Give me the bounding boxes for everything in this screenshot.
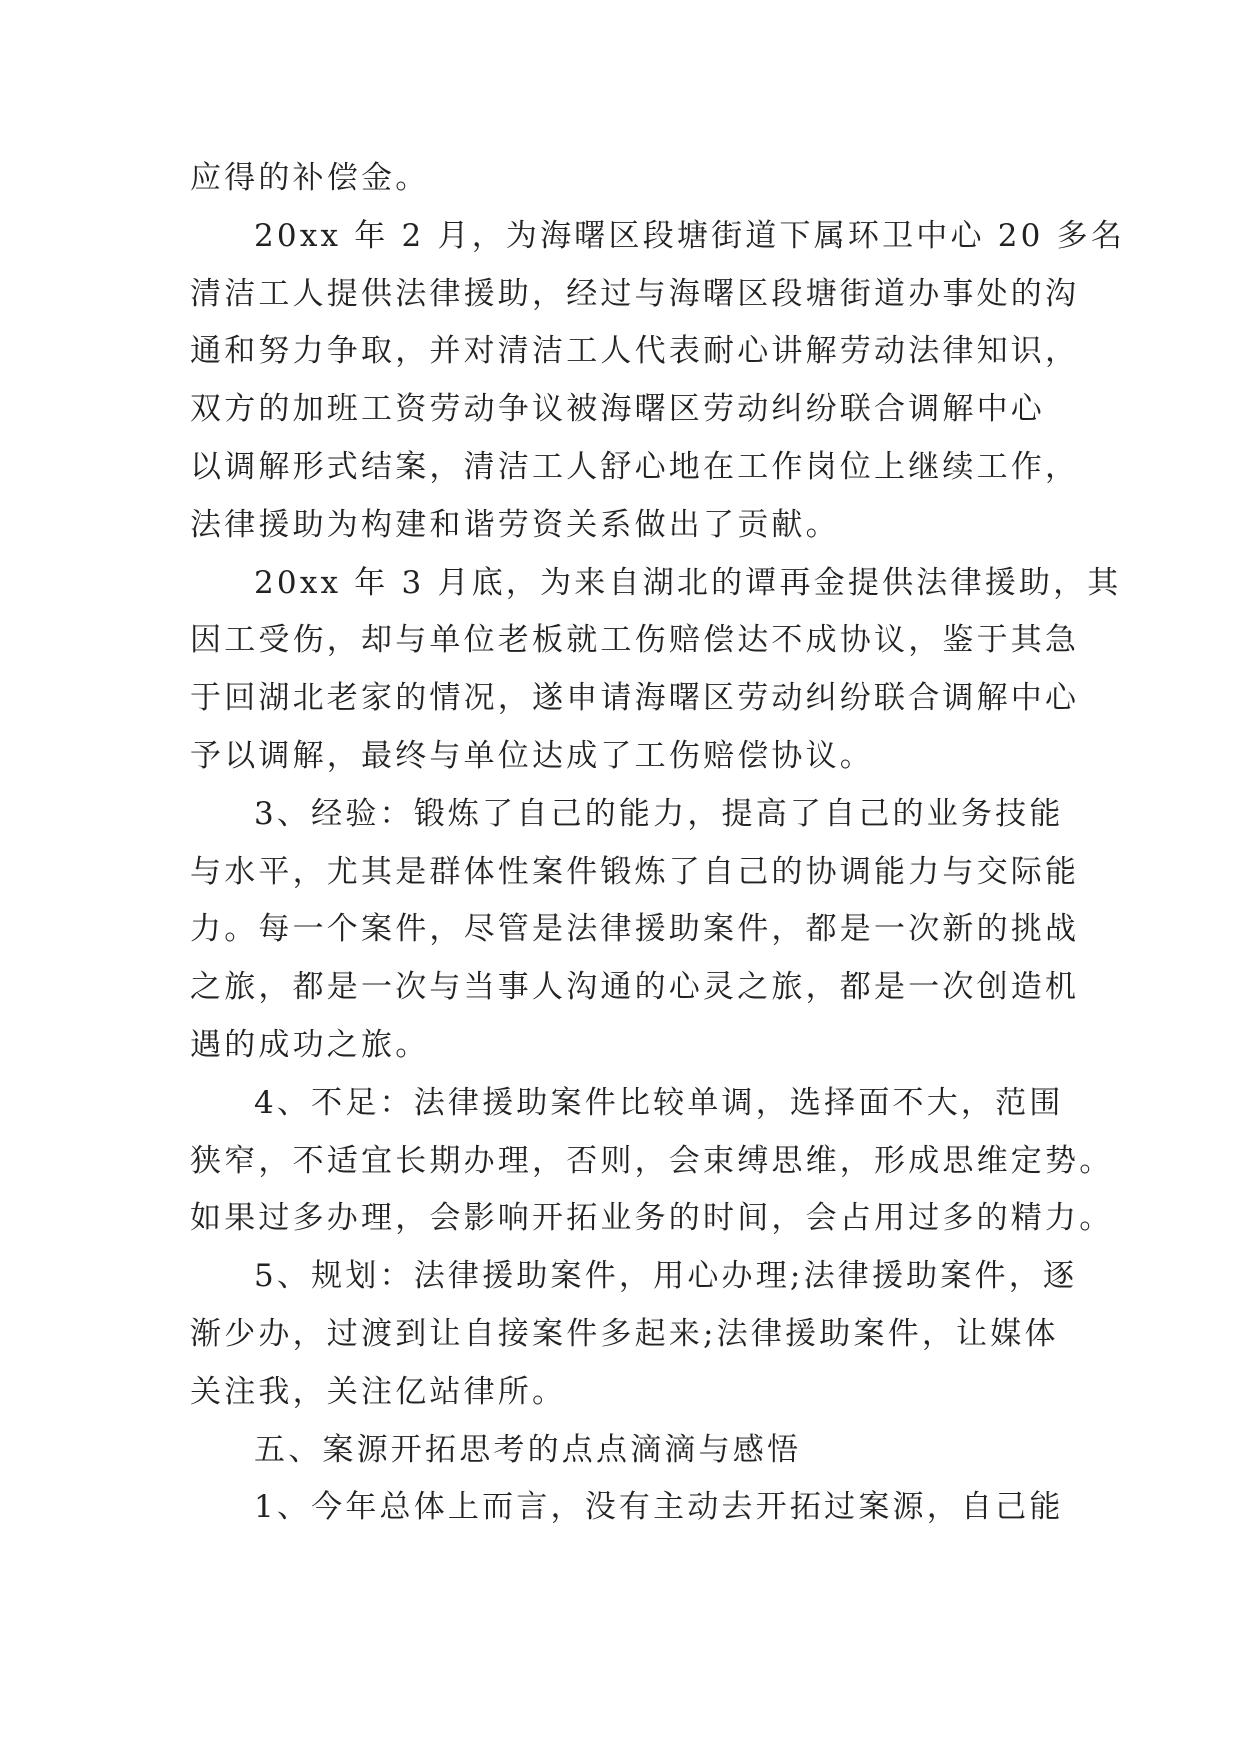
text-line: 如果过多办理，会影响开拓业务的时间，会占用过多的精力。 [190, 1200, 1114, 1237]
text-line: 1、今年总体上而言，没有主动去开拓过案源，自己能 [254, 1489, 1064, 1526]
text-line: 之旅，都是一次与当事人沟通的心灵之旅，都是一次创造机 [190, 969, 1080, 1006]
text-line: 3、经验：锻炼了自己的能力，提高了自己的业务技能 [254, 795, 1064, 832]
text-line: 以调解形式结案，清洁工人舒心地在工作岗位上继续工作， [190, 448, 1080, 485]
text-line: 渐少办，过渡到让自接案件多起来;法律援助案件，让媒体 [190, 1315, 1059, 1352]
text-line: 关注我，关注亿站律所。 [190, 1373, 567, 1410]
text-line: 双方的加班工资劳动争议被海曙区劳动纠纷联合调解中心 [190, 391, 1045, 428]
text-line: 4、不足：法律援助案件比较单调，选择面不大，范围 [254, 1084, 1064, 1121]
text-line: 20xx 年 2 月，为海曙区段塘街道下属环卫中心 20 多名 [254, 217, 1126, 254]
section-heading: 五、案源开拓思考的点点滴滴与感悟 [254, 1431, 802, 1468]
body-text [190, 150, 1126, 1537]
text-line: 5、规划：法律援助案件，用心办理;法律援助案件，逐 [254, 1258, 1078, 1295]
text-line: 通和努力争取，并对清洁工人代表耐心讲解劳动法律知识， [190, 333, 1080, 370]
text-line: 法律援助为构建和谐劳资关系做出了贡献。 [190, 506, 840, 543]
text-line: 因工受伤，却与单位老板就工伤赔偿达不成协议，鉴于其急 [190, 622, 1080, 659]
text-line: 于回湖北老家的情况，遂申请海曙区劳动纠纷联合调解中心 [190, 680, 1080, 717]
text-line: 力。每一个案件，尽管是法律援助案件，都是一次新的挑战 [190, 911, 1080, 948]
text-line: 遇的成功之旅。 [190, 1026, 430, 1063]
text-line: 清洁工人提供法律援助，经过与海曙区段塘街道办事处的沟 [190, 275, 1080, 312]
text-line: 应得的补偿金。 [190, 160, 430, 196]
text-line: 予以调解，最终与单位达成了工伤赔偿协议。 [190, 737, 874, 774]
text-line: 与水平，尤其是群体性案件锻炼了自己的协调能力与交际能 [190, 853, 1080, 890]
text-line: 狭窄，不适宜长期办理，否则，会束缚思维，形成思维定势。 [190, 1142, 1114, 1179]
text-line: 20xx 年 3 月底，为来自湖北的谭再金提供法律援助，其 [254, 564, 1122, 601]
